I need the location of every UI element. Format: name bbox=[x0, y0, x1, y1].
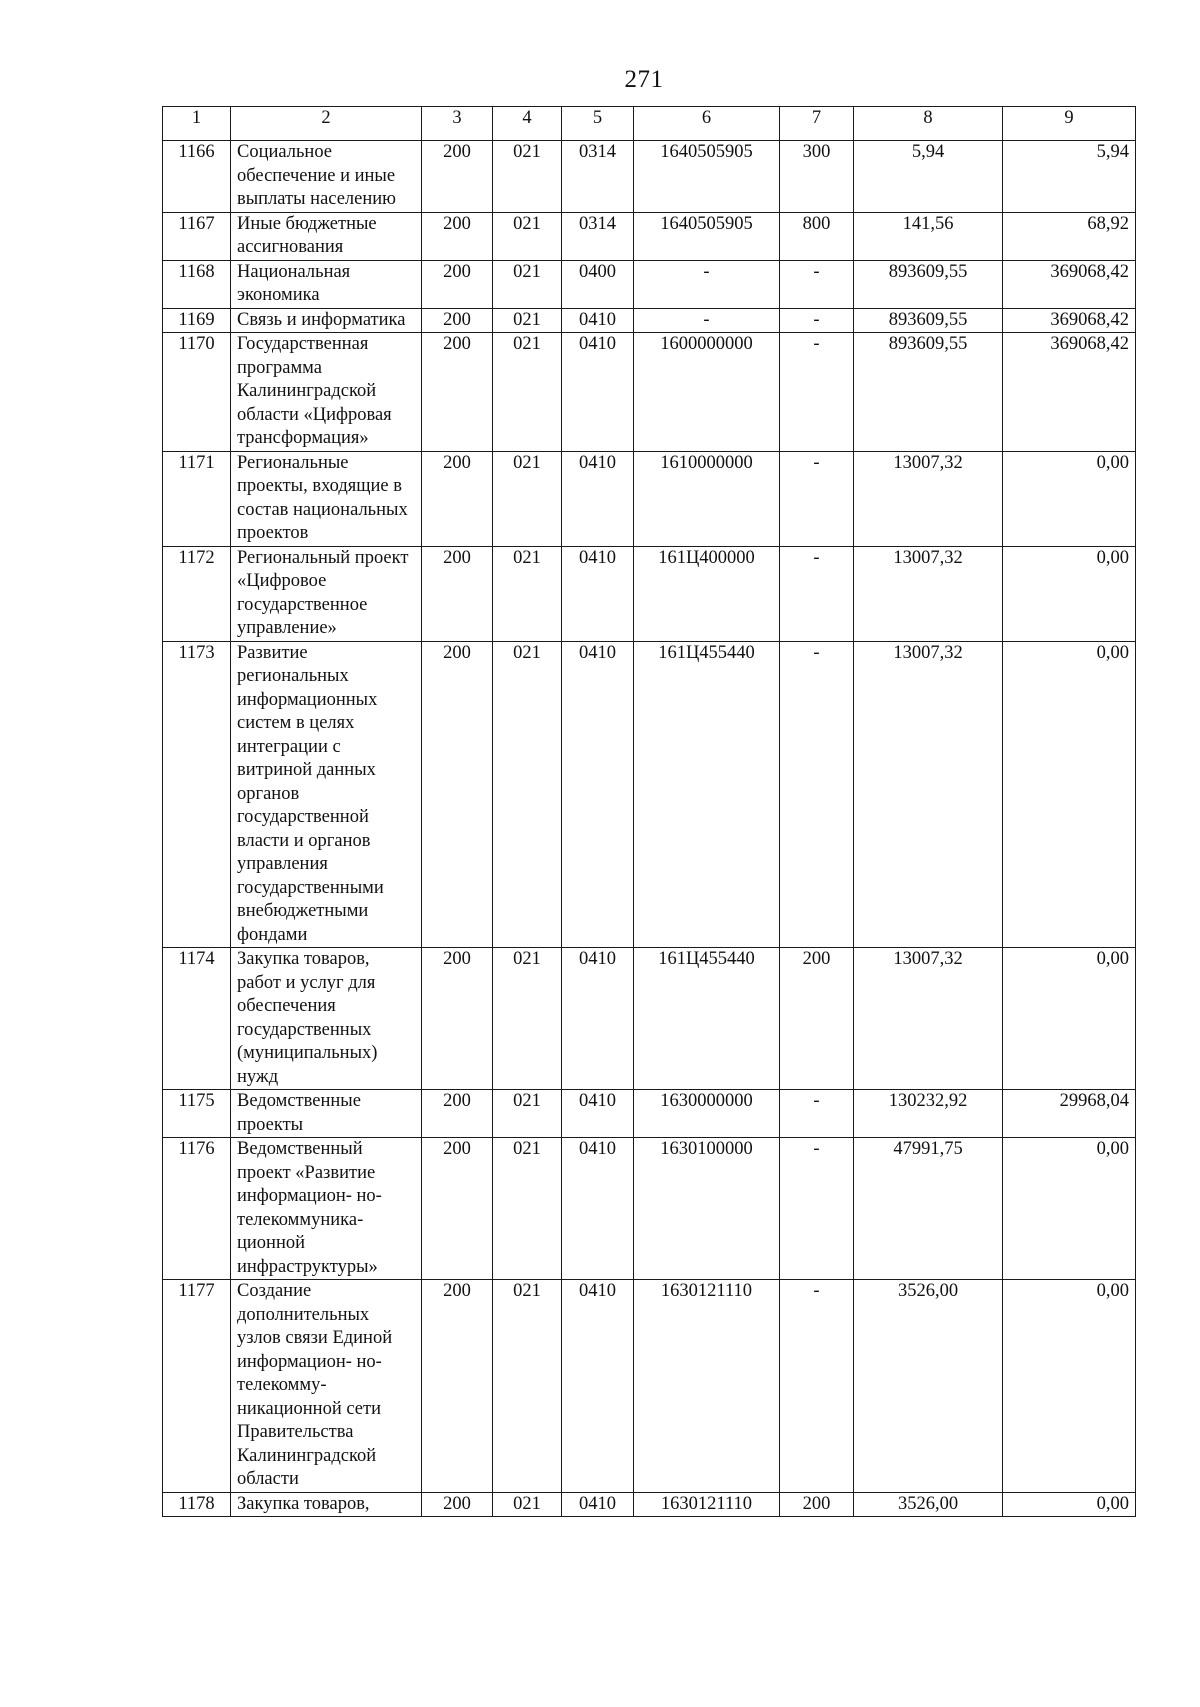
amount-col8: 13007,32 bbox=[854, 451, 1003, 546]
code-col4: 021 bbox=[493, 141, 562, 213]
amount-col8: 3526,00 bbox=[854, 1280, 1003, 1493]
code-col4: 021 bbox=[493, 451, 562, 546]
amount-col9: 0,00 bbox=[1003, 546, 1136, 641]
amount-col8: 141,56 bbox=[854, 212, 1003, 260]
code-col6: - bbox=[634, 260, 780, 308]
row-number: 1167 bbox=[163, 212, 231, 260]
code-col7: - bbox=[780, 333, 854, 452]
amount-col8: 893609,55 bbox=[854, 308, 1003, 333]
code-col5: 0410 bbox=[562, 546, 634, 641]
code-col7: 800 bbox=[780, 212, 854, 260]
code-col4: 021 bbox=[493, 308, 562, 333]
code-col3: 200 bbox=[422, 141, 493, 213]
code-col5: 0400 bbox=[562, 260, 634, 308]
row-number: 1171 bbox=[163, 451, 231, 546]
code-col3: 200 bbox=[422, 948, 493, 1090]
row-name: Национальная экономика bbox=[231, 260, 422, 308]
column-header: 5 bbox=[562, 107, 634, 141]
amount-col9: 29968,04 bbox=[1003, 1090, 1136, 1138]
table-row bbox=[163, 1090, 1136, 1138]
row-number: 1170 bbox=[163, 333, 231, 452]
column-header: 7 bbox=[780, 107, 854, 141]
column-header: 2 bbox=[231, 107, 422, 141]
table-row bbox=[163, 141, 1136, 213]
table-row bbox=[163, 333, 1136, 452]
code-col5: 0410 bbox=[562, 1280, 634, 1493]
code-col4: 021 bbox=[493, 1138, 562, 1280]
code-col4: 021 bbox=[493, 1492, 562, 1517]
row-name: Создание дополнительных узлов связи Единой информацион- но-телекомму- никационной сети Правительства Калининградской области bbox=[231, 1280, 422, 1493]
code-col3: 200 bbox=[422, 212, 493, 260]
amount-col8: 3526,00 bbox=[854, 1492, 1003, 1517]
code-col7: 200 bbox=[780, 948, 854, 1090]
row-number: 1168 bbox=[163, 260, 231, 308]
code-col5: 0410 bbox=[562, 308, 634, 333]
code-col7: 200 bbox=[780, 1492, 854, 1517]
row-name: Региональный проект «Цифровое государственное управление» bbox=[231, 546, 422, 641]
code-col6: 161Ц400000 bbox=[634, 546, 780, 641]
row-number: 1169 bbox=[163, 308, 231, 333]
code-col6: 1640505905 bbox=[634, 141, 780, 213]
code-col3: 200 bbox=[422, 333, 493, 452]
code-col6: 1610000000 bbox=[634, 451, 780, 546]
code-col3: 200 bbox=[422, 1492, 493, 1517]
table-row bbox=[163, 212, 1136, 260]
row-number: 1166 bbox=[163, 141, 231, 213]
code-col5: 0410 bbox=[562, 948, 634, 1090]
code-col5: 0410 bbox=[562, 1090, 634, 1138]
code-col4: 021 bbox=[493, 260, 562, 308]
amount-col9: 0,00 bbox=[1003, 1280, 1136, 1493]
amount-col8: 5,94 bbox=[854, 141, 1003, 213]
code-col4: 021 bbox=[493, 212, 562, 260]
code-col3: 200 bbox=[422, 1090, 493, 1138]
table-row bbox=[163, 260, 1136, 308]
code-col7: - bbox=[780, 546, 854, 641]
amount-col8: 13007,32 bbox=[854, 546, 1003, 641]
code-col5: 0410 bbox=[562, 641, 634, 948]
code-col6: 1630121110 bbox=[634, 1280, 780, 1493]
column-header: 6 bbox=[634, 107, 780, 141]
code-col7: - bbox=[780, 308, 854, 333]
code-col3: 200 bbox=[422, 260, 493, 308]
code-col4: 021 bbox=[493, 333, 562, 452]
code-col7: - bbox=[780, 260, 854, 308]
code-col6: 1600000000 bbox=[634, 333, 780, 452]
column-header: 4 bbox=[493, 107, 562, 141]
row-number: 1175 bbox=[163, 1090, 231, 1138]
code-col4: 021 bbox=[493, 546, 562, 641]
table-header-row bbox=[163, 107, 1136, 141]
code-col5: 0314 bbox=[562, 141, 634, 213]
amount-col8: 13007,32 bbox=[854, 641, 1003, 948]
code-col7: - bbox=[780, 641, 854, 948]
row-name: Государственная программа Калининградской области «Цифровая трансформация» bbox=[231, 333, 422, 452]
amount-col9: 68,92 bbox=[1003, 212, 1136, 260]
row-name: Региональные проекты, входящие в состав национальных проектов bbox=[231, 451, 422, 546]
amount-col8: 893609,55 bbox=[854, 333, 1003, 452]
code-col6: 1630121110 bbox=[634, 1492, 780, 1517]
amount-col9: 0,00 bbox=[1003, 1492, 1136, 1517]
table-row bbox=[163, 308, 1136, 333]
code-col6: 161Ц455440 bbox=[634, 641, 780, 948]
code-col6: - bbox=[634, 308, 780, 333]
row-name: Ведомственный проект «Развитие информацион- но-телекоммуника- ционной инфраструктуры» bbox=[231, 1138, 422, 1280]
code-col5: 0410 bbox=[562, 1492, 634, 1517]
amount-col9: 369068,42 bbox=[1003, 308, 1136, 333]
table-row bbox=[163, 451, 1136, 546]
row-number: 1172 bbox=[163, 546, 231, 641]
row-number: 1177 bbox=[163, 1280, 231, 1493]
row-name: Иные бюджетные ассигнования bbox=[231, 212, 422, 260]
code-col4: 021 bbox=[493, 1090, 562, 1138]
amount-col9: 0,00 bbox=[1003, 451, 1136, 546]
code-col3: 200 bbox=[422, 1280, 493, 1493]
code-col4: 021 bbox=[493, 641, 562, 948]
row-name: Закупка товаров, работ и услуг для обеспечения государственных (муниципальных) нужд bbox=[231, 948, 422, 1090]
row-name: Закупка товаров, bbox=[231, 1492, 422, 1517]
table-row bbox=[163, 948, 1136, 1090]
row-number: 1174 bbox=[163, 948, 231, 1090]
amount-col9: 369068,42 bbox=[1003, 260, 1136, 308]
code-col7: 300 bbox=[780, 141, 854, 213]
code-col7: - bbox=[780, 1090, 854, 1138]
table-row bbox=[163, 1280, 1136, 1493]
row-number: 1178 bbox=[163, 1492, 231, 1517]
row-name: Ведомственные проекты bbox=[231, 1090, 422, 1138]
code-col7: - bbox=[780, 451, 854, 546]
code-col5: 0410 bbox=[562, 333, 634, 452]
column-header: 8 bbox=[854, 107, 1003, 141]
amount-col9: 5,94 bbox=[1003, 141, 1136, 213]
code-col3: 200 bbox=[422, 308, 493, 333]
column-header: 3 bbox=[422, 107, 493, 141]
table-row bbox=[163, 1492, 1136, 1517]
budget-table bbox=[162, 106, 1136, 1517]
code-col5: 0314 bbox=[562, 212, 634, 260]
code-col3: 200 bbox=[422, 546, 493, 641]
code-col6: 1630000000 bbox=[634, 1090, 780, 1138]
amount-col9: 0,00 bbox=[1003, 948, 1136, 1090]
column-header: 9 bbox=[1003, 107, 1136, 141]
column-header: 1 bbox=[163, 107, 231, 141]
table-row bbox=[163, 1138, 1136, 1280]
code-col6: 161Ц455440 bbox=[634, 948, 780, 1090]
row-number: 1173 bbox=[163, 641, 231, 948]
row-name: Социальное обеспечение и иные выплаты населению bbox=[231, 141, 422, 213]
code-col6: 1630100000 bbox=[634, 1138, 780, 1280]
code-col4: 021 bbox=[493, 948, 562, 1090]
table-row bbox=[163, 546, 1136, 641]
code-col3: 200 bbox=[422, 1138, 493, 1280]
code-col7: - bbox=[780, 1138, 854, 1280]
code-col5: 0410 bbox=[562, 451, 634, 546]
row-number: 1176 bbox=[163, 1138, 231, 1280]
code-col6: 1640505905 bbox=[634, 212, 780, 260]
code-col3: 200 bbox=[422, 451, 493, 546]
row-name: Развитие региональных информационных систем в целях интеграции с витриной данных органов государственной власти и органов управления государственными внебюджетными фондами bbox=[231, 641, 422, 948]
amount-col8: 130232,92 bbox=[854, 1090, 1003, 1138]
page-number: 271 bbox=[624, 66, 664, 93]
amount-col8: 47991,75 bbox=[854, 1138, 1003, 1280]
amount-col9: 0,00 bbox=[1003, 641, 1136, 948]
amount-col9: 369068,42 bbox=[1003, 333, 1136, 452]
amount-col8: 13007,32 bbox=[854, 948, 1003, 1090]
code-col4: 021 bbox=[493, 1280, 562, 1493]
code-col3: 200 bbox=[422, 641, 493, 948]
amount-col8: 893609,55 bbox=[854, 260, 1003, 308]
code-col7: - bbox=[780, 1280, 854, 1493]
amount-col9: 0,00 bbox=[1003, 1138, 1136, 1280]
row-name: Связь и информатика bbox=[231, 308, 422, 333]
code-col5: 0410 bbox=[562, 1138, 634, 1280]
table-row bbox=[163, 641, 1136, 948]
